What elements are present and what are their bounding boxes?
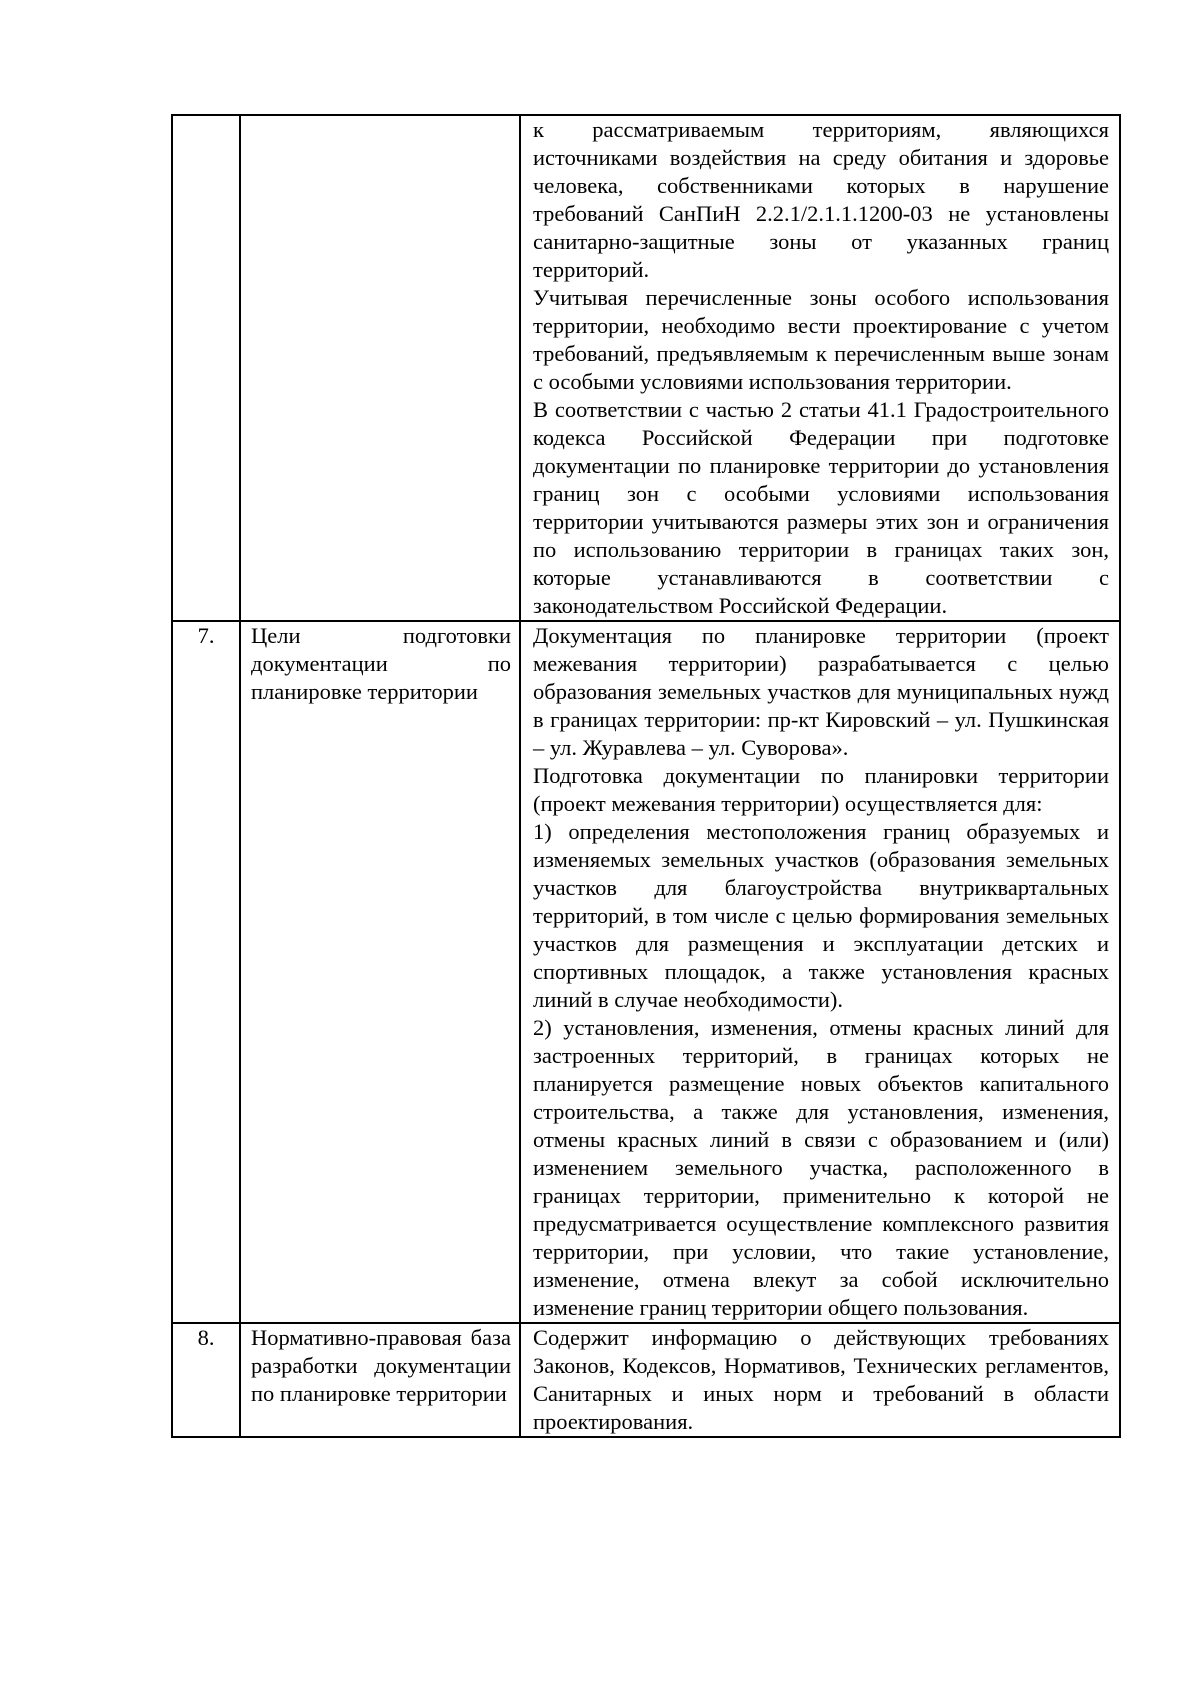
paragraph: В соответствии с частью 2 статьи 41.1 Градостроительного кодекса Российской Федерации при подготовке документации по планировке территории до установления границ зон с особыми условиями использования территории учитываются размеры этих зон и ограничения по использованию территории в границах таких зон, которые устанавливаются в соответствии с законодательством Российской Федерации. <box>533 397 1109 618</box>
paragraph: 1) определения местоположения границ образуемых и изменяемых земельных участков (образования земельных участков для благоустройства внутриквартальных территорий, в том числе с целью формирования земельных участков для размещения и эксплуатации детских и спортивных площадок, а также установления красных линий в случае необходимости). <box>533 819 1109 1012</box>
paragraph: Учитывая перечисленные зоны особого использования территории, необходимо вести проектирование с учетом требований, предъявляемым к перечисленным выше зонам с особыми условиями использования территории. <box>533 285 1109 394</box>
paragraph: Содержит информацию о действующих требованиях Законов, Кодексов, Нормативов, Технических регламентов, Санитарных и иных норм и требований в области проектирования. <box>533 1325 1109 1434</box>
row-label <box>240 621 520 1323</box>
row-description <box>520 621 1120 1323</box>
paragraph: к рассматриваемым территориям, являющихся источниками воздействия на среду обитания и здоровье человека, собственниками которых в нарушение требований СанПиН 2.2.1/2.1.1.1200-03 не установлены санитарно-защитные зоны от указанных границ территорий. <box>533 117 1109 282</box>
table-row <box>172 1323 1120 1437</box>
row-label-text: Нормативно-правовая база разработки документации по планировке территории <box>251 1325 511 1406</box>
table-row <box>172 621 1120 1323</box>
table-row <box>172 115 1120 621</box>
paragraph: 2) установления, изменения, отмены красных линий для застроенных территорий, в границах которых не планируется размещение новых объектов капитального строительства, а также для установления, изменения, отмены красных линий в связи с образованием и (или) изменением земельного участка, расположенного в границах территории, применительно к которой не предусматривается осуществление комплексного развития территории, при условии, что такие установление, изменение, отмена влекут за собой исключительно изменение границ территории общего пользования. <box>533 1015 1109 1320</box>
requirements-table <box>171 114 1121 1438</box>
row-label <box>240 115 520 621</box>
row-label-text: Цели подготовки документации по планировке территории <box>251 623 511 704</box>
row-number: 8. <box>172 1323 240 1437</box>
paragraph: Подготовка документации по планировки территории (проект межевания территории) осуществляется для: <box>533 763 1109 816</box>
row-number: 7. <box>172 621 240 1323</box>
paragraph: Документация по планировке территории (проект межевания территории) разрабатывается с целью образования земельных участков для муниципальных нужд в границах территории: пр-кт Кировский – ул. Пушкинская – ул. Журавлева – ул. Суворова». <box>533 623 1109 760</box>
row-description <box>520 115 1120 621</box>
row-description <box>520 1323 1120 1437</box>
row-number <box>172 115 240 621</box>
row-label <box>240 1323 520 1437</box>
